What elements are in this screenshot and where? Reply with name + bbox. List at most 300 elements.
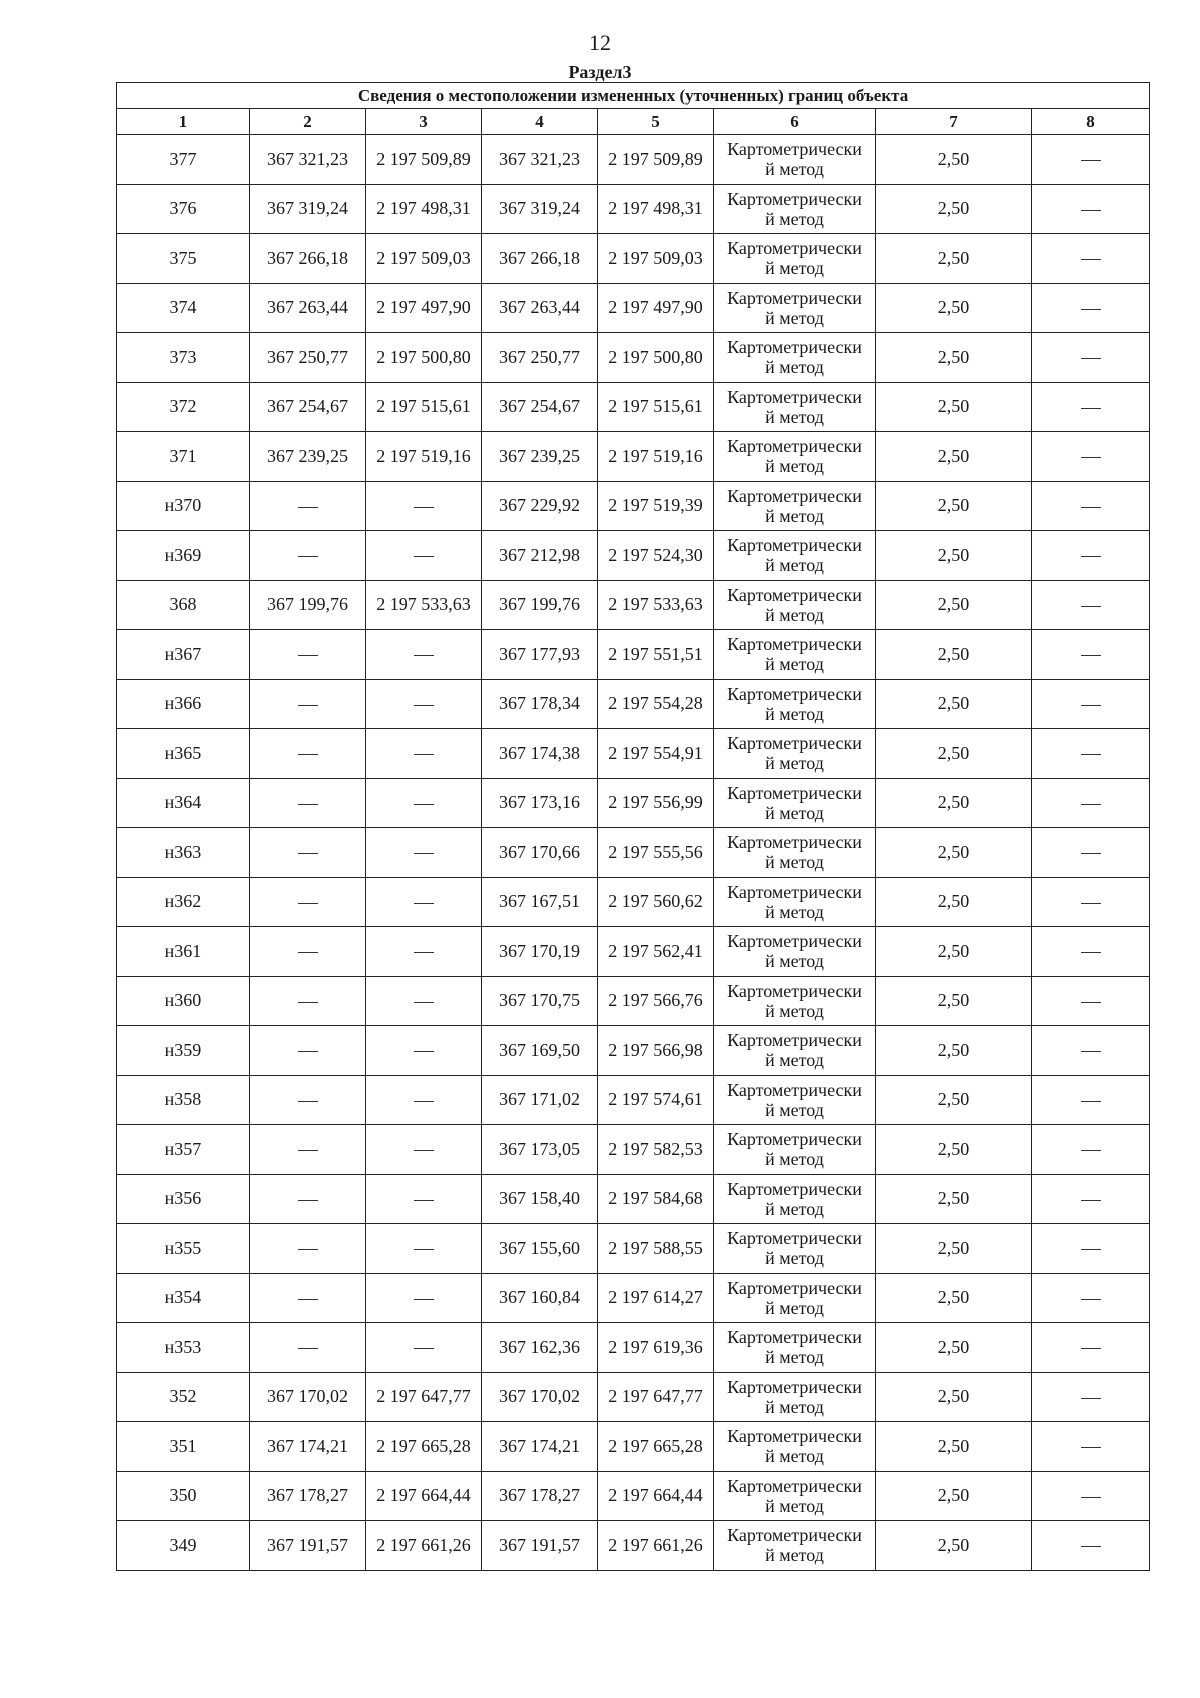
new-x-cell: 367 170,19 xyxy=(482,927,598,977)
description-cell xyxy=(1032,1323,1150,1373)
column-number: 7 xyxy=(876,109,1032,135)
method-label-line2: й метод xyxy=(765,1000,824,1021)
new-x-cell: 367 170,75 xyxy=(482,976,598,1026)
old-x-cell: 367 199,76 xyxy=(250,580,366,630)
empty-value-dash xyxy=(1081,853,1101,854)
method-cell xyxy=(714,135,876,185)
point-number-cell: н369 xyxy=(117,531,250,581)
table-row xyxy=(117,976,1150,1026)
method-cell xyxy=(714,333,876,383)
method-label-line1: Картометрически xyxy=(727,1178,862,1199)
old-y-cell: 2 197 509,89 xyxy=(366,135,482,185)
table-row xyxy=(117,1521,1150,1571)
point-number-cell: н361 xyxy=(117,927,250,977)
empty-value-dash xyxy=(298,1150,318,1151)
old-x-cell: 367 319,24 xyxy=(250,184,366,234)
old-y-cell xyxy=(366,1323,482,1373)
empty-value-dash xyxy=(414,1150,434,1151)
accuracy-cell: 2,50 xyxy=(876,1471,1032,1521)
empty-value-dash xyxy=(1081,1348,1101,1349)
accuracy-cell: 2,50 xyxy=(876,1026,1032,1076)
table-row xyxy=(117,481,1150,531)
table-row xyxy=(117,1273,1150,1323)
accuracy-cell: 2,50 xyxy=(876,1224,1032,1274)
new-x-cell: 367 191,57 xyxy=(482,1521,598,1571)
empty-value-dash xyxy=(414,754,434,755)
accuracy-cell: 2,50 xyxy=(876,184,1032,234)
empty-value-dash xyxy=(414,1002,434,1003)
new-y-cell: 2 197 519,16 xyxy=(598,432,714,482)
method-label-line1: Картометрически xyxy=(727,1525,862,1546)
new-x-cell: 367 266,18 xyxy=(482,234,598,284)
empty-value-dash xyxy=(298,1249,318,1250)
description-cell xyxy=(1032,630,1150,680)
method-label-line1: Картометрически xyxy=(727,1030,862,1051)
new-y-cell: 2 197 562,41 xyxy=(598,927,714,977)
method-label-line2: й метод xyxy=(765,555,824,576)
table-row xyxy=(117,1422,1150,1472)
point-number-cell: н359 xyxy=(117,1026,250,1076)
method-label-line2: й метод xyxy=(765,1396,824,1417)
accuracy-cell: 2,50 xyxy=(876,1521,1032,1571)
new-y-cell: 2 197 665,28 xyxy=(598,1422,714,1472)
table-row xyxy=(117,432,1150,482)
accuracy-cell: 2,50 xyxy=(876,333,1032,383)
column-number: 3 xyxy=(366,109,482,135)
method-cell xyxy=(714,1521,876,1571)
old-x-cell xyxy=(250,877,366,927)
empty-value-dash xyxy=(414,1299,434,1300)
empty-value-dash xyxy=(414,853,434,854)
method-label-line1: Картометрически xyxy=(727,832,862,853)
point-number-cell: н357 xyxy=(117,1125,250,1175)
old-x-cell: 367 263,44 xyxy=(250,283,366,333)
new-y-cell: 2 197 614,27 xyxy=(598,1273,714,1323)
description-cell xyxy=(1032,234,1150,284)
empty-value-dash xyxy=(1081,952,1101,953)
empty-value-dash xyxy=(1081,1249,1101,1250)
description-cell xyxy=(1032,1471,1150,1521)
point-number-cell: 377 xyxy=(117,135,250,185)
column-number: 1 xyxy=(117,109,250,135)
old-y-cell: 2 197 533,63 xyxy=(366,580,482,630)
accuracy-cell: 2,50 xyxy=(876,630,1032,680)
method-label-line2: й метод xyxy=(765,1297,824,1318)
accuracy-cell: 2,50 xyxy=(876,976,1032,1026)
method-label-line1: Картометрически xyxy=(727,386,862,407)
table-row xyxy=(117,382,1150,432)
empty-value-dash xyxy=(1081,1101,1101,1102)
empty-value-dash xyxy=(1081,1497,1101,1498)
new-x-cell: 367 212,98 xyxy=(482,531,598,581)
old-y-cell xyxy=(366,481,482,531)
empty-value-dash xyxy=(1081,655,1101,656)
empty-value-dash xyxy=(298,705,318,706)
method-cell xyxy=(714,283,876,333)
description-cell xyxy=(1032,679,1150,729)
method-label-line1: Картометрически xyxy=(727,1327,862,1348)
method-label-line1: Картометрически xyxy=(727,1426,862,1447)
accuracy-cell: 2,50 xyxy=(876,1422,1032,1472)
table-row xyxy=(117,1224,1150,1274)
old-x-cell xyxy=(250,481,366,531)
new-y-cell: 2 197 664,44 xyxy=(598,1471,714,1521)
method-cell xyxy=(714,1372,876,1422)
new-y-cell: 2 197 554,91 xyxy=(598,729,714,779)
old-x-cell xyxy=(250,1026,366,1076)
old-y-cell xyxy=(366,927,482,977)
empty-value-dash xyxy=(1081,1299,1101,1300)
empty-value-dash xyxy=(414,903,434,904)
description-cell xyxy=(1032,1422,1150,1472)
old-x-cell xyxy=(250,1075,366,1125)
empty-value-dash xyxy=(298,952,318,953)
new-y-cell: 2 197 566,98 xyxy=(598,1026,714,1076)
old-y-cell: 2 197 647,77 xyxy=(366,1372,482,1422)
table-row xyxy=(117,1471,1150,1521)
empty-value-dash xyxy=(414,952,434,953)
new-x-cell: 367 174,21 xyxy=(482,1422,598,1472)
point-number-cell: 371 xyxy=(117,432,250,482)
method-cell xyxy=(714,432,876,482)
new-x-cell: 367 170,02 xyxy=(482,1372,598,1422)
empty-value-dash xyxy=(414,705,434,706)
old-x-cell: 367 254,67 xyxy=(250,382,366,432)
method-label-line1: Картометрически xyxy=(727,584,862,605)
method-cell xyxy=(714,927,876,977)
new-y-cell: 2 197 554,28 xyxy=(598,679,714,729)
method-cell xyxy=(714,1422,876,1472)
new-x-cell: 367 321,23 xyxy=(482,135,598,185)
table-row xyxy=(117,927,1150,977)
method-label-line1: Картометрически xyxy=(727,238,862,259)
description-cell xyxy=(1032,1372,1150,1422)
old-y-cell xyxy=(366,729,482,779)
old-x-cell: 367 321,23 xyxy=(250,135,366,185)
method-label-line2: й метод xyxy=(765,1495,824,1516)
old-y-cell xyxy=(366,679,482,729)
new-x-cell: 367 173,05 xyxy=(482,1125,598,1175)
old-x-cell xyxy=(250,1174,366,1224)
column-number: 5 xyxy=(598,109,714,135)
point-number-cell: н354 xyxy=(117,1273,250,1323)
accuracy-cell: 2,50 xyxy=(876,580,1032,630)
new-y-cell: 2 197 574,61 xyxy=(598,1075,714,1125)
new-y-cell: 2 197 556,99 xyxy=(598,778,714,828)
new-x-cell: 367 239,25 xyxy=(482,432,598,482)
column-number-row xyxy=(117,109,1150,135)
point-number-cell: 372 xyxy=(117,382,250,432)
empty-value-dash xyxy=(414,804,434,805)
empty-value-dash xyxy=(1081,903,1101,904)
old-y-cell xyxy=(366,1273,482,1323)
method-cell xyxy=(714,1125,876,1175)
description-cell xyxy=(1032,1125,1150,1175)
old-x-cell: 367 239,25 xyxy=(250,432,366,482)
new-y-cell: 2 197 533,63 xyxy=(598,580,714,630)
old-y-cell: 2 197 500,80 xyxy=(366,333,482,383)
empty-value-dash xyxy=(414,1249,434,1250)
accuracy-cell: 2,50 xyxy=(876,828,1032,878)
old-y-cell xyxy=(366,630,482,680)
method-cell xyxy=(714,1471,876,1521)
new-x-cell: 367 254,67 xyxy=(482,382,598,432)
method-label-line1: Картометрически xyxy=(727,485,862,506)
description-cell xyxy=(1032,1273,1150,1323)
method-label-line2: й метод xyxy=(765,1248,824,1269)
method-label-line1: Картометрически xyxy=(727,1376,862,1397)
empty-value-dash xyxy=(414,1200,434,1201)
point-number-cell: н355 xyxy=(117,1224,250,1274)
empty-value-dash xyxy=(1081,358,1101,359)
old-y-cell: 2 197 664,44 xyxy=(366,1471,482,1521)
old-x-cell xyxy=(250,976,366,1026)
empty-value-dash xyxy=(298,1051,318,1052)
accuracy-cell: 2,50 xyxy=(876,679,1032,729)
new-y-cell: 2 197 555,56 xyxy=(598,828,714,878)
accuracy-cell: 2,50 xyxy=(876,877,1032,927)
method-label-line2: й метод xyxy=(765,208,824,229)
old-y-cell xyxy=(366,877,482,927)
method-cell xyxy=(714,679,876,729)
table-row xyxy=(117,877,1150,927)
old-x-cell: 367 170,02 xyxy=(250,1372,366,1422)
new-x-cell: 367 229,92 xyxy=(482,481,598,531)
method-label-line2: й метод xyxy=(765,852,824,873)
method-label-line2: й метод xyxy=(765,307,824,328)
old-x-cell xyxy=(250,531,366,581)
table-row xyxy=(117,283,1150,333)
accuracy-cell: 2,50 xyxy=(876,283,1032,333)
empty-value-dash xyxy=(298,507,318,508)
point-number-cell: 376 xyxy=(117,184,250,234)
new-y-cell: 2 197 566,76 xyxy=(598,976,714,1026)
method-cell xyxy=(714,877,876,927)
method-cell xyxy=(714,1323,876,1373)
point-number-cell: н370 xyxy=(117,481,250,531)
accuracy-cell: 2,50 xyxy=(876,531,1032,581)
new-y-cell: 2 197 661,26 xyxy=(598,1521,714,1571)
new-x-cell: 367 177,93 xyxy=(482,630,598,680)
empty-value-dash xyxy=(1081,457,1101,458)
empty-value-dash xyxy=(1081,507,1101,508)
table-row xyxy=(117,729,1150,779)
description-cell xyxy=(1032,283,1150,333)
old-y-cell xyxy=(366,778,482,828)
description-cell xyxy=(1032,135,1150,185)
old-y-cell xyxy=(366,531,482,581)
method-label-line2: й метод xyxy=(765,159,824,180)
method-label-line1: Картометрически xyxy=(727,931,862,952)
old-y-cell xyxy=(366,1026,482,1076)
empty-value-dash xyxy=(1081,804,1101,805)
method-cell xyxy=(714,1224,876,1274)
description-cell xyxy=(1032,432,1150,482)
method-label-line1: Картометрически xyxy=(727,337,862,358)
method-label-line1: Картометрически xyxy=(727,683,862,704)
point-number-cell: 349 xyxy=(117,1521,250,1571)
old-x-cell xyxy=(250,1323,366,1373)
empty-value-dash xyxy=(1081,754,1101,755)
point-number-cell: 374 xyxy=(117,283,250,333)
empty-value-dash xyxy=(298,754,318,755)
column-number: 8 xyxy=(1032,109,1150,135)
point-number-cell: 350 xyxy=(117,1471,250,1521)
old-x-cell xyxy=(250,828,366,878)
table-row xyxy=(117,1075,1150,1125)
table-row xyxy=(117,333,1150,383)
old-x-cell: 367 266,18 xyxy=(250,234,366,284)
old-y-cell xyxy=(366,1224,482,1274)
table-row xyxy=(117,630,1150,680)
accuracy-cell: 2,50 xyxy=(876,1323,1032,1373)
new-x-cell: 367 170,66 xyxy=(482,828,598,878)
empty-value-dash xyxy=(414,1051,434,1052)
empty-value-dash xyxy=(298,903,318,904)
old-x-cell xyxy=(250,778,366,828)
description-cell xyxy=(1032,778,1150,828)
empty-value-dash xyxy=(1081,1398,1101,1399)
empty-value-dash xyxy=(1081,259,1101,260)
method-label-line2: й метод xyxy=(765,753,824,774)
method-label-line1: Картометрически xyxy=(727,188,862,209)
table-row xyxy=(117,1174,1150,1224)
method-label-line1: Картометрически xyxy=(727,1277,862,1298)
empty-value-dash xyxy=(298,1002,318,1003)
table-row xyxy=(117,184,1150,234)
old-x-cell xyxy=(250,679,366,729)
method-label-line2: й метод xyxy=(765,703,824,724)
new-x-cell: 367 174,38 xyxy=(482,729,598,779)
method-cell xyxy=(714,1174,876,1224)
description-cell xyxy=(1032,333,1150,383)
point-number-cell: н360 xyxy=(117,976,250,1026)
method-cell xyxy=(714,729,876,779)
description-cell xyxy=(1032,729,1150,779)
old-x-cell xyxy=(250,630,366,680)
old-y-cell xyxy=(366,1075,482,1125)
empty-value-dash xyxy=(298,804,318,805)
description-cell xyxy=(1032,1075,1150,1125)
empty-value-dash xyxy=(414,655,434,656)
method-label-line2: й метод xyxy=(765,258,824,279)
empty-value-dash xyxy=(1081,210,1101,211)
method-cell xyxy=(714,580,876,630)
old-x-cell: 367 178,27 xyxy=(250,1471,366,1521)
old-x-cell: 367 174,21 xyxy=(250,1422,366,1472)
table-row xyxy=(117,1323,1150,1373)
method-label-line1: Картометрически xyxy=(727,881,862,902)
point-number-cell: 375 xyxy=(117,234,250,284)
accuracy-cell: 2,50 xyxy=(876,1174,1032,1224)
table-body xyxy=(117,135,1150,1571)
table-row xyxy=(117,1372,1150,1422)
method-label-line2: й метод xyxy=(765,604,824,625)
method-cell xyxy=(714,1026,876,1076)
old-y-cell xyxy=(366,1125,482,1175)
method-label-line2: й метод xyxy=(765,406,824,427)
empty-value-dash xyxy=(298,556,318,557)
accuracy-cell: 2,50 xyxy=(876,1273,1032,1323)
new-x-cell: 367 171,02 xyxy=(482,1075,598,1125)
table-row xyxy=(117,679,1150,729)
method-cell xyxy=(714,976,876,1026)
new-y-cell: 2 197 497,90 xyxy=(598,283,714,333)
old-y-cell: 2 197 497,90 xyxy=(366,283,482,333)
method-label-line1: Картометрически xyxy=(727,1129,862,1150)
method-cell xyxy=(714,630,876,680)
accuracy-cell: 2,50 xyxy=(876,382,1032,432)
point-number-cell: 351 xyxy=(117,1422,250,1472)
new-y-cell: 2 197 582,53 xyxy=(598,1125,714,1175)
old-y-cell xyxy=(366,976,482,1026)
method-label-line1: Картометрически xyxy=(727,1079,862,1100)
table-row xyxy=(117,531,1150,581)
old-x-cell xyxy=(250,1273,366,1323)
method-label-line2: й метод xyxy=(765,1347,824,1368)
new-x-cell: 367 160,84 xyxy=(482,1273,598,1323)
new-x-cell: 367 250,77 xyxy=(482,333,598,383)
description-cell xyxy=(1032,580,1150,630)
method-label-line2: й метод xyxy=(765,505,824,526)
new-y-cell: 2 197 647,77 xyxy=(598,1372,714,1422)
empty-value-dash xyxy=(414,1348,434,1349)
method-cell xyxy=(714,184,876,234)
new-x-cell: 367 178,34 xyxy=(482,679,598,729)
point-number-cell: н362 xyxy=(117,877,250,927)
point-number-cell: н356 xyxy=(117,1174,250,1224)
description-cell xyxy=(1032,382,1150,432)
new-x-cell: 367 155,60 xyxy=(482,1224,598,1274)
method-cell xyxy=(714,1075,876,1125)
new-y-cell: 2 197 524,30 xyxy=(598,531,714,581)
method-label-line2: й метод xyxy=(765,1545,824,1566)
table-row xyxy=(117,135,1150,185)
method-label-line1: Картометрически xyxy=(727,1228,862,1249)
point-number-cell: н364 xyxy=(117,778,250,828)
empty-value-dash xyxy=(298,1299,318,1300)
old-x-cell xyxy=(250,927,366,977)
point-number-cell: н367 xyxy=(117,630,250,680)
table-row xyxy=(117,828,1150,878)
column-number: 6 xyxy=(714,109,876,135)
table-row xyxy=(117,1125,1150,1175)
accuracy-cell: 2,50 xyxy=(876,432,1032,482)
table-caption: Сведения о местоположении измененных (уточненных) границ объекта xyxy=(117,83,1150,109)
point-number-cell: н363 xyxy=(117,828,250,878)
description-cell xyxy=(1032,1174,1150,1224)
old-y-cell: 2 197 509,03 xyxy=(366,234,482,284)
method-cell xyxy=(714,234,876,284)
empty-value-dash xyxy=(414,556,434,557)
point-number-cell: н353 xyxy=(117,1323,250,1373)
old-x-cell xyxy=(250,1125,366,1175)
new-y-cell: 2 197 500,80 xyxy=(598,333,714,383)
method-label-line1: Картометрически xyxy=(727,287,862,308)
method-label-line2: й метод xyxy=(765,901,824,922)
new-y-cell: 2 197 619,36 xyxy=(598,1323,714,1373)
method-label-line2: й метод xyxy=(765,357,824,378)
method-label-line2: й метод xyxy=(765,1198,824,1219)
table-row xyxy=(117,1026,1150,1076)
column-number: 4 xyxy=(482,109,598,135)
section-title: Раздел3 xyxy=(568,62,632,82)
description-cell xyxy=(1032,828,1150,878)
method-label-line2: й метод xyxy=(765,654,824,675)
new-x-cell: 367 162,36 xyxy=(482,1323,598,1373)
empty-value-dash xyxy=(1081,1200,1101,1201)
empty-value-dash xyxy=(1081,1447,1101,1448)
